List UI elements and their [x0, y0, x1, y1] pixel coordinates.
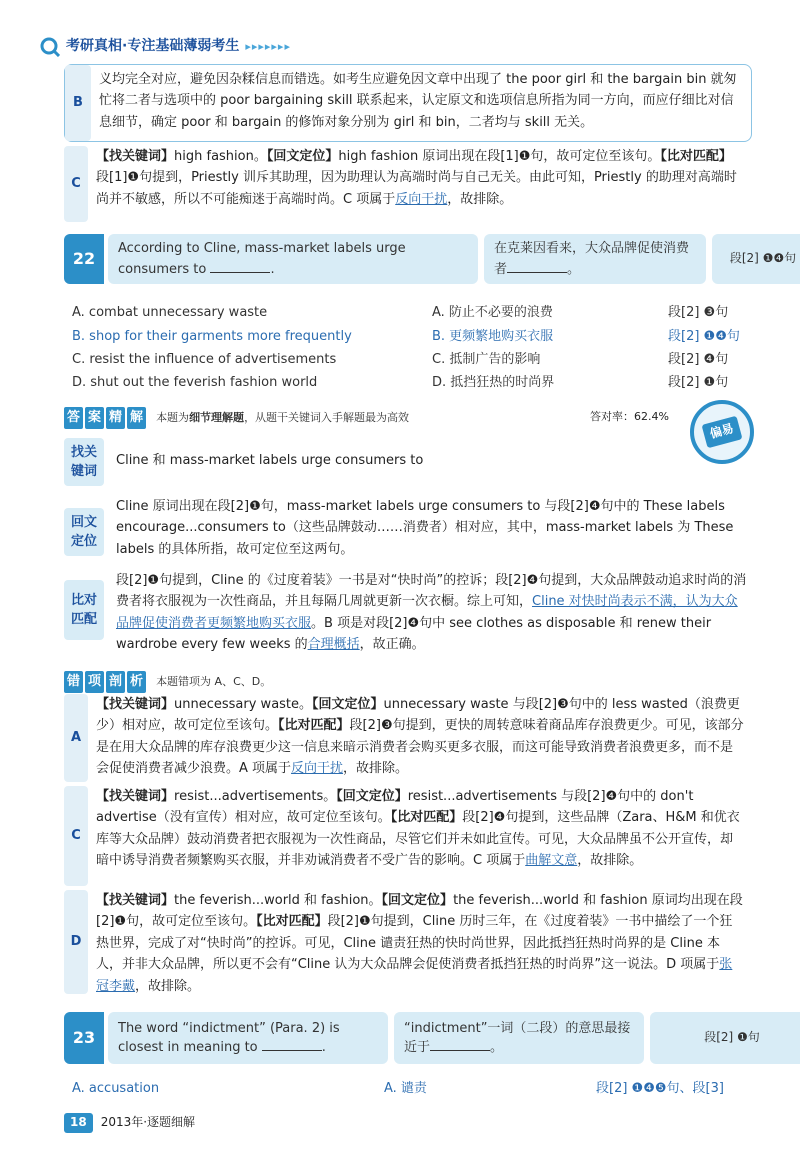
- step-text: [116, 570, 750, 656]
- match-text-end: ，故排除。: [135, 978, 201, 994]
- title-char: 错: [64, 671, 83, 692]
- question-number: 22: [64, 234, 104, 284]
- stem-en-text: The word “indictment” (Para. 2) is closest in meaning to: [118, 1020, 340, 1055]
- option-letter: B: [65, 65, 91, 141]
- locate-text: the feverish...world 和 fashion 原词均出现在段[2]❶句，故可定位至该句。: [96, 893, 743, 930]
- keyword-text: unnecessary waste。: [174, 697, 313, 712]
- stem-cn: [484, 234, 706, 284]
- step-tag: 比对 匹配: [64, 580, 104, 640]
- match-label: 【比对匹配】: [390, 810, 463, 826]
- step-text: Cline 和 mass-market labels urge consumers to: [116, 453, 424, 468]
- highlight-text: 反向干扰: [395, 191, 448, 207]
- wrong-option-d: [64, 890, 750, 994]
- q22-option-en: C. resist the influence of advertisements: [72, 352, 337, 367]
- highlight-text: Cline 对快时尚表示不满，认为大众品牌促使消费者更频繁地购买衣服: [116, 594, 738, 631]
- locate-label: 【回文定位】: [266, 149, 339, 164]
- step-text-b: 。B 项是对段[2]❹句中 see clothes as disposable 和 renew their wardrobe every few weeks 的: [116, 615, 712, 653]
- stem-ref: 段[2] ❶句: [650, 1012, 800, 1064]
- blank: [430, 1038, 490, 1051]
- step-keyword: [64, 438, 750, 486]
- q22-option-ref: 段[2] ❹句: [668, 352, 729, 367]
- q22-option-cn: C. 抵制广告的影响: [432, 352, 541, 367]
- page-footer: [64, 1113, 195, 1133]
- q22-option-en: B. shop for their garments more frequently: [72, 329, 352, 344]
- stem-en-end: .: [270, 262, 275, 277]
- step-text-c: ，故正确。: [359, 637, 425, 653]
- q23-option-a-cn: A. 谴责: [384, 1081, 427, 1096]
- section-desc: [156, 409, 409, 427]
- section-desc: 本题错项为 A、C、D。: [156, 674, 272, 688]
- match-text-end: ，故排除。: [343, 761, 409, 777]
- step-tag: 找关 键词: [64, 438, 104, 486]
- q22-option-ref: 段[2] ❶句: [668, 375, 729, 390]
- header-arrows: ▸▸▸▸▸▸▸: [245, 39, 291, 53]
- title-char: 答: [64, 407, 83, 428]
- step-text: Cline 原词出现在段[2]❶句，mass-market labels urge consumers to 与段[2]❹句中的 These labels encourage...consumers to（这些品牌鼓动……消费者）相对应，其中，mass-market labels 为 These labels 的具体所指，故可定位至这两句。: [116, 499, 734, 557]
- footer-text: 2013年·逐题细解: [100, 1115, 196, 1129]
- highlight-text: 反向干扰: [291, 761, 344, 777]
- stem-cn-end: 。: [490, 1040, 504, 1055]
- highlight-text: 曲解文意: [525, 853, 578, 869]
- answer-section-title: [64, 408, 409, 428]
- highlight-text: 合理概括: [307, 637, 360, 653]
- locate-label: 【回文定位】: [381, 893, 454, 908]
- keyword-label: 【找关键词】: [96, 149, 175, 164]
- q22-option-cn: B. 更频繁地购买衣服: [432, 329, 554, 344]
- option-letter: D: [64, 890, 88, 994]
- question-22-stem: [64, 234, 797, 284]
- keyword-text: the feverish...world 和 fashion。: [174, 893, 382, 908]
- q22-option-cn: D. 抵挡狂热的时尚界: [432, 375, 555, 390]
- keyword-text: high fashion。: [174, 149, 267, 164]
- stem-en: [108, 1012, 388, 1064]
- locate-text: resist...advertisements 与段[2]❹句中的 don't advertise（没有宣传）相对应，故可定位至该句。: [96, 789, 694, 826]
- option-text: [88, 694, 750, 782]
- blank: [507, 260, 567, 273]
- match-text: 段[2]❶句提到，Cline 历时三年，在《过度着装》一书中描绘了一个狂热世界，完成了对“快时尚”的控诉。可见，Cline 谴责狂热的快时尚世界，因此抵挡狂热时尚界的是 Cline 本人，并非大众品牌，所以更不会有“Cline 认为大众品牌会促使消费者抵挡狂热的时尚界”这一说法。D 项属于: [96, 914, 733, 973]
- prev-option-b: [64, 64, 752, 142]
- option-letter: A: [64, 694, 88, 782]
- match-text-end: ，故排除。: [577, 853, 643, 869]
- question-23-stem: [64, 1012, 760, 1064]
- q22-option-en: D. shut out the feverish fashion world: [72, 375, 318, 390]
- title-char: 析: [127, 671, 146, 692]
- stem-cn-text: 在克莱因看来，大众品牌促使消费者: [494, 240, 690, 277]
- stem-cn: [394, 1012, 644, 1064]
- page-header: [40, 36, 291, 58]
- q22-option-ref: 段[2] ❸句: [668, 305, 729, 320]
- desc-a: 本题为: [156, 410, 190, 424]
- title-char: 剖: [106, 671, 125, 692]
- option-letter: C: [64, 786, 88, 886]
- match-label: 【比对匹配】: [256, 914, 328, 930]
- keyword-text: resist...advertisements。: [174, 789, 337, 804]
- wrong-option-a: [64, 694, 750, 782]
- option-text: [88, 890, 750, 994]
- title-char: 精: [106, 407, 125, 428]
- difficulty-label: 偏易: [702, 416, 743, 448]
- step-text-a: 段[2]❶句提到，Cline 的《过度着装》一书是对“快时尚”的控诉；段[2]❹句提到，大众品牌鼓动追求时尚的消费者将衣服视为一次性商品，并且每隔几周就更新一次衣橱。综上可知，: [116, 573, 747, 610]
- stem-ref: 段[2] ❶❹句: [712, 234, 800, 284]
- q22-option-ref: 段[2] ❶❹句: [668, 329, 740, 344]
- q22-option-cn: A. 防止不必要的浪费: [432, 305, 553, 320]
- locate-text: unnecessary waste 与段[2]❸句中的 less wasted（浪费更少）相对应，故可定位至该句。: [96, 697, 740, 734]
- option-letter: C: [64, 146, 88, 222]
- desc-b: 细节理解题: [189, 410, 245, 424]
- locate-label: 【回文定位】: [336, 789, 408, 804]
- match-text: 段[2]❸句提到，更快的周转意味着商品库存浪费更少。可见，该部分是在用大众品牌的库存浪费更少这一信息来暗示消费者会购买更多衣服，而这可能导致消费者浪费更多，而不是会促使消费者减少浪费。A 项属于: [96, 718, 744, 777]
- match-label: 【比对匹配】: [660, 149, 732, 164]
- blank: [210, 260, 270, 273]
- blank: [262, 1038, 322, 1051]
- match-text: 段[2]❹句提到，这些品牌（Zara、H&M 和优衣库等大众品牌）鼓动消费者把衣服视为一次性商品，尽管它们并未如此宣传。可见，大众品牌虽不公开宣传，却暗中诱导消费者频繁购买衣服，并非劝诫消费者不受广告的影响。C 项属于: [96, 810, 740, 869]
- desc-c: ，从题干关键词入手解题最为高效: [244, 410, 410, 424]
- stem-cn-text: “indictment”一词（二段）的意思最接近于: [404, 1020, 631, 1055]
- match-text-end: ，故排除。: [447, 191, 513, 207]
- title-char: 解: [127, 407, 146, 428]
- option-text: 义均完全对应，避免因杂糅信息而错选。如考生应避免因文章中出现了 the poor girl 和 the bargain bin 就匆忙将二者与选项中的 poor bargaining skill 联系起来，认定原文和选项信息所指为同一方向，而应仔细比对信息细节，确定 poor 和 bargain 的修饰对象分别为 girl 和 bin，二者均与 skill 无关。: [99, 72, 737, 130]
- wrong-section-title: [64, 672, 271, 692]
- locate-text: high fashion 原词出现在段[1]❶句，故可定位至该句。: [338, 149, 661, 164]
- keyword-label: 【找关键词】: [96, 893, 175, 908]
- match-text: 段[1]❶句提到，Priestly 训斥其助理，因为助理认为高端时尚与自己无关。由此可知，Priestly 的助理对高端时尚并不敏感，所以不可能痴迷于高端时尚。C 项属于: [96, 170, 737, 207]
- highlight-text: 张冠李戴: [96, 957, 733, 994]
- keyword-label: 【找关键词】: [96, 697, 175, 712]
- option-text: [88, 146, 750, 222]
- question-number: 23: [64, 1012, 104, 1064]
- step-match: [64, 570, 750, 660]
- title-char: 案: [85, 407, 104, 428]
- keyword-label: 【找关键词】: [96, 789, 175, 804]
- q22-option-en: A. combat unnecessary waste: [72, 305, 268, 320]
- locate-label: 【回文定位】: [312, 697, 384, 712]
- step-tag: 回文 定位: [64, 508, 104, 556]
- prev-option-c: [64, 146, 750, 222]
- match-label: 【比对匹配】: [278, 718, 350, 734]
- wrong-option-c: [64, 786, 750, 886]
- title-char: 项: [85, 671, 104, 692]
- stem-en-end: .: [321, 1040, 326, 1055]
- q23-option-a-en: A. accusation: [72, 1081, 160, 1096]
- option-text: [88, 786, 750, 886]
- brand-title: 考研真相·专注基础薄弱考生: [66, 38, 240, 55]
- step-locate: [64, 496, 750, 566]
- q23-option-a-ref: 段[2] ❶❹❺句、段[3]: [596, 1081, 724, 1096]
- search-logo-icon: [40, 37, 60, 57]
- accuracy-rate: 答对率：62.4%: [590, 410, 669, 423]
- stem-en-text: According to Cline, mass-market labels urge consumers to: [118, 240, 406, 277]
- stem-en: [108, 234, 478, 284]
- page-number: 18: [64, 1113, 93, 1133]
- stem-cn-end: 。: [567, 262, 581, 277]
